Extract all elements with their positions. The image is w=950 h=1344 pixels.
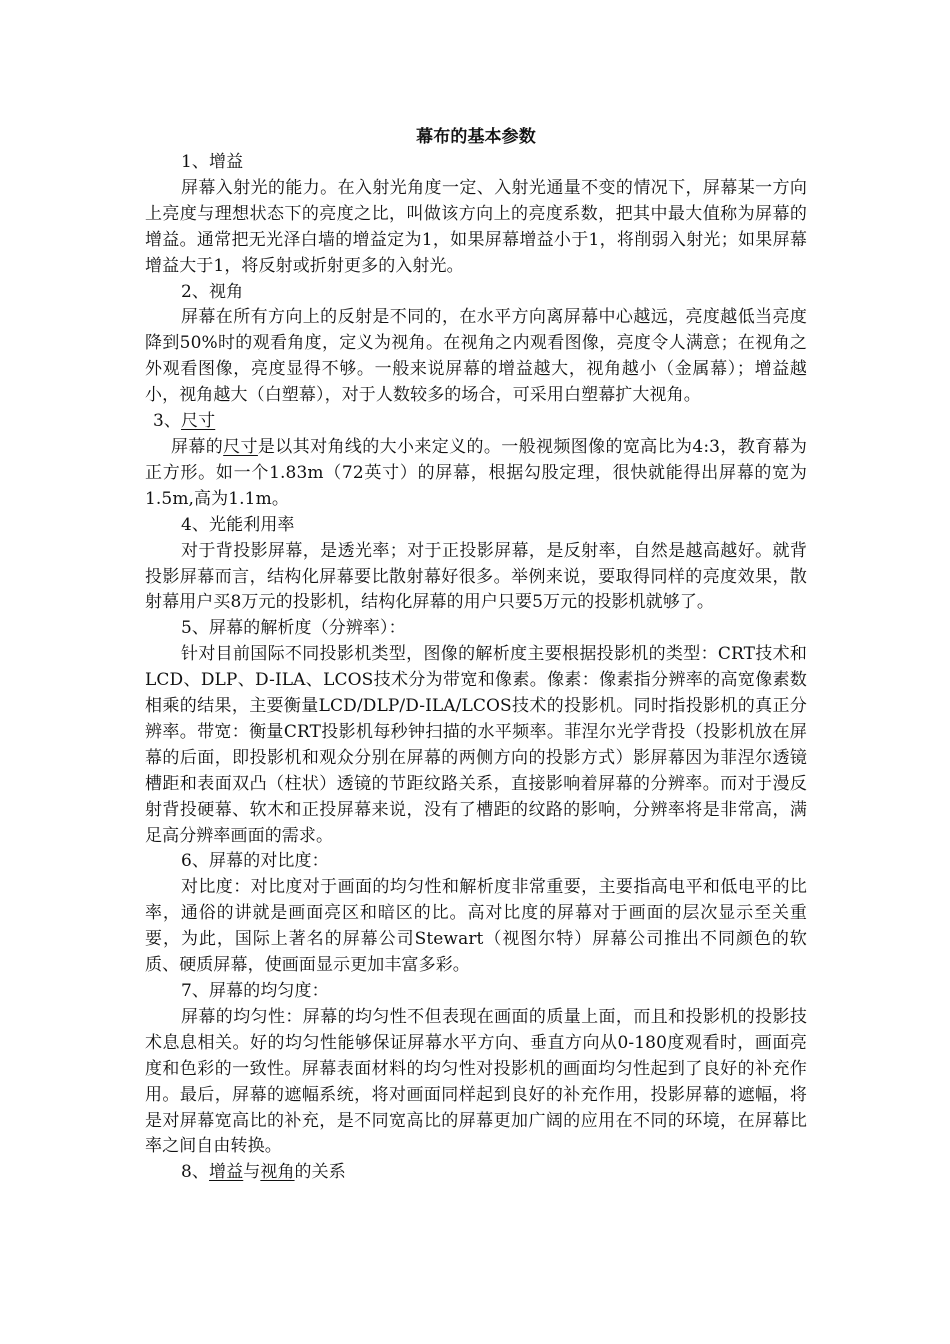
- section-paragraph-size: [145, 435, 807, 513]
- section-paragraph-uniformity: 屏幕的均匀性：屏幕的均匀性不但表现在画面的质量上面，而且和投影机的投影技术息息相关。好的均匀性能够保证屏幕水平方向、垂直方向从0-180度观看时，画面亮度和色彩的一致性。屏幕表面材料的均匀性对投影机的画面均匀性起到了良好的补充作用。最后，屏幕的遮幅系统，将对画面同样起到良好的补充作用，投影屏幕的遮幅，将是对屏幕宽高比的补充，是不同宽高比的屏幕更加广阔的应用在不同的环境，在屏幕比率之间自由转换。: [145, 1006, 807, 1157]
- paragraph-text: 是以其对角线的大小来定义的。一般视频图像的宽高比为4:3，教育幕为正方形。如一个1.83m（72英寸）的屏幕，根据勾股定理，很快就能得出屏幕的宽为1.5m,高为1.1m。: [145, 436, 807, 509]
- heading-number: 8、: [181, 1162, 210, 1183]
- section-heading-viewing-angle: 2、视角: [181, 281, 244, 302]
- heading-term: 尺寸: [181, 411, 216, 432]
- paragraph-text: 屏幕的: [171, 436, 224, 457]
- section-paragraph-viewing-angle: 屏幕在所有方向上的反射是不同的，在水平方向离屏幕中心越远，亮度越低当亮度降到50%时的观看角度，定义为视角。在视角之内观看图像，亮度令人满意；在视角之外观看图像，亮度显得不够。一般来说屏幕的增益越大，视角越小（金属幕）；增益越小，视角越大（白塑幕），对于人数较多的场合，可采用白塑幕扩大视角。: [145, 307, 807, 406]
- section-heading-size: [145, 409, 807, 435]
- heading-term: 增益: [209, 1162, 244, 1183]
- section-heading-gain: 1、增益: [181, 152, 244, 172]
- section-heading-resolution: 5、屏幕的解析度（分辨率）：: [181, 618, 406, 639]
- section-paragraph-contrast: 对比度：对比度对于画面的均匀性和解析度非常重要，主要指高电平和低电平的比率，通俗的讲就是画面亮区和暗区的比。高对比度的屏幕对于画面的层次显示至关重要，为此，国际上著名的屏幕公司Stewart（视图尔特）屏幕公司推出不同颜色的软质、硬质屏幕，使画面显示更加丰富多彩。: [145, 877, 807, 976]
- section-heading-light-efficiency: 4、光能利用率: [181, 514, 295, 535]
- section-paragraph-light-efficiency: 对于背投影屏幕，是透光率；对于正投影屏幕，是反射率，自然是越高越好。就背投影屏幕而言，结构化屏幕要比散射幕好很多。举例来说，要取得同样的亮度效果，散射幕用户买8万元的投影机，结构化屏幕的用户只要5万元的投影机就够了。: [145, 540, 807, 613]
- section-heading-uniformity: 7、屏幕的均匀度：: [181, 981, 329, 1001]
- heading-text: 与: [243, 1162, 261, 1183]
- heading-text: 的关系: [294, 1162, 346, 1183]
- section-paragraph-resolution: 针对目前国际不同投影机类型，图像的解析度主要根据投影机的类型：CRT技术和LCD、DLP、D-ILA、LCOS技术分为带宽和像素。像素：像素指分辨率的高宽像素数相乘的结果，主要衡量LCD/DLP/D-ILA/LCOS技术的投影机。同时指投影机的真正分辨率。带宽：衡量CRT投影机每秒钟扫描的水平频率。菲涅尔光学背投（投影机放在屏幕的后面，即投影机和观众分别在屏幕的两侧方向的投影方式）影屏幕因为菲涅尔透镜槽距和表面双凸（柱状）透镜的节距纹路关系，直接影响着屏幕的分辨率。而对于漫反射背投硬幕、软木和正投屏幕来说，没有了槽距的纹路的影响，分辨率将是非常高，满足高分辨率画面的需求。: [145, 644, 807, 846]
- section-heading-gain-angle-relation: [145, 1160, 807, 1186]
- paragraph-term: 尺寸: [223, 436, 258, 457]
- document-title: 幕布的基本参数: [416, 127, 536, 147]
- section-heading-contrast: 6、屏幕的对比度：: [181, 851, 329, 872]
- document-page: [145, 124, 807, 1186]
- section-paragraph-gain: 屏幕入射光的能力。在入射光角度一定、入射光通量不变的情况下，屏幕某一方向上亮度与理想状态下的亮度之比，叫做该方向上的亮度系数，把其中最大值称为屏幕的增益。通常把无光泽白墙的增益定为1，如果屏幕增益小于1，将削弱入射光；如果屏幕增益大于1，将反射或折射更多的入射光。: [145, 177, 807, 276]
- heading-term: 视角: [260, 1162, 295, 1183]
- heading-number: 3、: [153, 411, 182, 432]
